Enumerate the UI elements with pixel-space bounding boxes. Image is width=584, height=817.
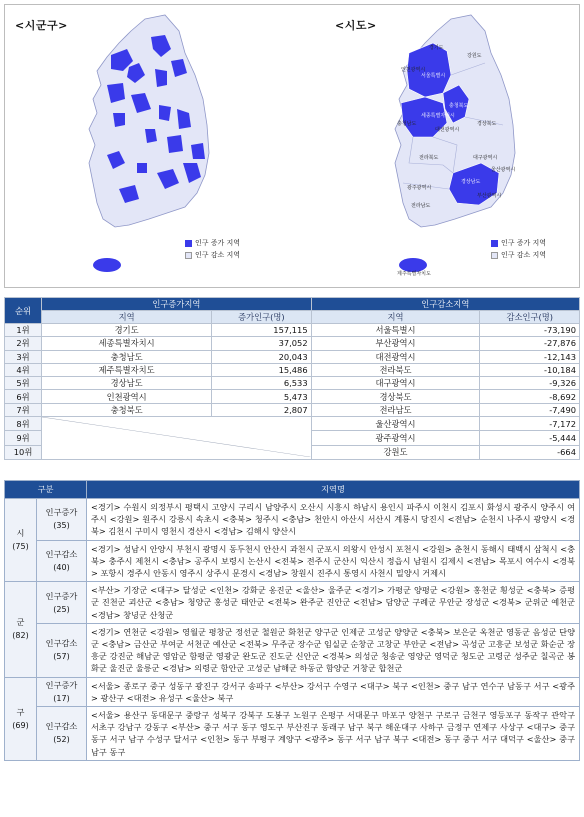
table-row: [5, 677, 580, 706]
decrease-header: 인구감소지역: [311, 298, 579, 311]
table-row: [5, 540, 580, 582]
table-row: 8위 울산광역시 -7,172: [5, 417, 580, 431]
legend-decrease: 인구 감소 지역: [491, 249, 546, 261]
sub-increase: 인구증가 (17): [37, 677, 87, 706]
table-row: 10위 강원도 -664: [5, 445, 580, 459]
label-chungbuk: 충청북도: [449, 103, 469, 109]
jeju-island-left: [93, 258, 121, 272]
label-gyeongbuk: 경상북도: [477, 121, 497, 127]
label-gangwon: 강원도: [467, 53, 482, 59]
region-list: <서울> 용산구 동대문구 중랑구 성북구 강북구 도봉구 노원구 은평구 서대문구 마포구 양천구 구로구 금천구 영등포구 동작구 관악구 서초구 강남구 강동구 <부산> 중구 서구 동구 영도구 부산진구 동래구 남구 북구 해운대구 사하구 금정구 연제구 사상구 <대구> 중구 동구 서구 남구 수성구 달서구 <인천> 동구 부평구 계양구 <광주> 동구 서구 남구 북구 <대전> 동구 중구 서구 대덕구 <울산> 중구 남구 동구: [87, 707, 580, 761]
label-gyeongnam: 경상남도: [461, 179, 481, 185]
table-row: 5위 경상남도 6,533 대구광역시 -9,326: [5, 377, 580, 390]
table-row: 4위 제주특별자치도 15,486 전라북도 -10,184: [5, 363, 580, 376]
group-header: 구분: [5, 481, 87, 499]
region-list: <경기> 성남시 안양시 부천시 광명시 동두천시 안산시 과천시 군포시 의왕시 안성시 포천시 <강원> 춘천시 동해시 태백시 삼척시 <충북> 충주시 제천시 <충남> 공주시 보령시 논산시 <전북> 전주시 군산시 익산시 정읍시 남원시 김제시 <전남> 목포시 여수시 <경북> 포항시 경주시 안동시 영주시 상주시 문경시 <경남> 창원시 진주시 통영시 사천시 밀양시 거제시: [87, 540, 580, 582]
jeju-island-right: [399, 258, 427, 272]
sub-increase: 인구증가 (35): [37, 499, 87, 541]
region-list: <서울> 종로구 중구 성동구 광진구 강서구 송파구 <부산> 강서구 수영구 <대구> 북구 <인천> 중구 남구 연수구 남동구 서구 <광주> 광산구 <대전> 유성구 <울산> 북구: [87, 677, 580, 706]
table-row: 3위 충청남도 20,043 대전광역시 -12,143: [5, 350, 580, 363]
increase-swatch: [185, 240, 192, 247]
region-list: <경기> 연천군 <강원> 영월군 평창군 정선군 철원군 화천군 양구군 인제군 고성군 양양군 <충북> 보은군 옥천군 영동군 음성군 단양군 <충남> 금산군 부여군 서천군 예산군 <전북> 무주군 장수군 임실군 순창군 고창군 부안군 <전남> 곡성군 고흥군 보성군 화순군 장흥군 강진군 해남군 영암군 함평군 영광군 완도군 진도군 신안군 <경북> 의성군 청송군 영양군 영덕군 청도군 고령군 성주군 칠곡군 봉화군 울진군 울릉군 <경남> 의령군 함안군 고성군 남해군 하동군 함양군 거창군 합천군: [87, 623, 580, 677]
increase-value-header: 증가인구(명): [212, 311, 312, 324]
label-daejeon: 대전광역시: [435, 127, 460, 133]
label-chungnam: 충청남도: [397, 121, 417, 127]
legend-increase: 인구 증가 지역: [185, 237, 240, 249]
decrease-swatch: [491, 252, 498, 259]
decrease-swatch: [185, 252, 192, 259]
table-row: 7위 충청북도 2,807 전라남도 -7,490: [5, 403, 580, 416]
left-map-title: <시군구>: [15, 19, 68, 32]
table-row: 1위 경기도 157,115 서울특별시 -73,190: [5, 324, 580, 337]
decrease-value-header: 감소인구(명): [480, 311, 580, 324]
group-gun: 군 (82): [5, 582, 37, 677]
rank-header: 순위: [5, 298, 42, 324]
label-gwangju: 광주광역시: [407, 185, 432, 191]
group-si: 시 (75): [5, 499, 37, 582]
detail-table: [4, 480, 580, 761]
label-ulsan: 울산광역시: [491, 167, 516, 173]
map-panel: [4, 4, 580, 288]
table-row: [5, 623, 580, 677]
table-row: [5, 707, 580, 761]
diagonal-line: [42, 417, 310, 457]
table-row: 9위 광주광역시 -5,444: [5, 431, 580, 445]
increase-header: 인구증가지역: [42, 298, 311, 311]
ranking-subheader-row: [5, 311, 580, 324]
decrease-region-header: 지역: [311, 311, 480, 324]
table-row: [5, 582, 580, 624]
regions-header: 지역명: [87, 481, 580, 499]
left-legend: [185, 237, 240, 261]
right-legend: [491, 237, 546, 261]
sub-decrease: 인구감소 (40): [37, 540, 87, 582]
legend-decrease: 인구 감소 지역: [185, 249, 240, 261]
sub-decrease: 인구감소 (52): [37, 707, 87, 761]
label-jeju: 제주특별자치도: [397, 271, 431, 277]
ranking-table: [4, 297, 580, 460]
label-jeonnam: 전라남도: [411, 203, 431, 209]
region-list: <경기> 수원시 의정부시 평택시 고양시 구리시 남양주시 오산시 시흥시 하남시 용인시 파주시 이천시 김포시 화성시 광주시 양주시 여주시 <강원> 원주시 강릉시 속초시 <충북> 청주시 <충남> 천안시 아산시 서산시 계룡시 당진시 <전남> 순천시 나주시 광양시 <경북> 김천시 구미시 영천시 경산시 <경남> 김해시 양산시: [87, 499, 580, 541]
ranking-header-row: [5, 298, 580, 311]
empty-increase-cell: [42, 417, 311, 460]
sub-decrease: 인구감소 (57): [37, 623, 87, 677]
region-list: <부산> 기장군 <대구> 달성군 <인천> 강화군 옹진군 <울산> 울주군 <경기> 가평군 양평군 <강원> 홍천군 횡성군 <충북> 증평군 진천군 괴산군 <충남> 청양군 홍성군 태안군 <전북> 완주군 진안군 <전남> 담양군 구례군 무안군 장성군 <경북> 군위군 예천군 <경남> 창녕군 산청군: [87, 582, 580, 624]
label-busan: 부산광역시: [477, 193, 502, 199]
label-gyeonggi: 경기도: [429, 45, 444, 51]
label-seoul: 서울특별시: [421, 73, 446, 79]
label-daegu: 대구광역시: [473, 155, 498, 161]
increase-region-header: 지역: [42, 311, 212, 324]
legend-increase: 인구 증가 지역: [491, 237, 546, 249]
detail-header-row: [5, 481, 580, 499]
increase-swatch: [491, 240, 498, 247]
label-jeonbuk: 전라북도: [419, 155, 439, 161]
table-row: 6위 인천광역시 5,473 경상북도 -8,692: [5, 390, 580, 403]
table-row: [5, 499, 580, 541]
korea-mainland-left: [89, 15, 209, 227]
table-row: 2위 세종특별자치시 37,052 부산광역시 -27,876: [5, 337, 580, 350]
sub-increase: 인구증가 (25): [37, 582, 87, 624]
label-sejong: 세종특별자치시: [421, 113, 455, 119]
right-map-title: <시도>: [335, 19, 377, 32]
label-incheon: 인천광역시: [401, 67, 426, 73]
group-gu: 구 (69): [5, 677, 37, 760]
